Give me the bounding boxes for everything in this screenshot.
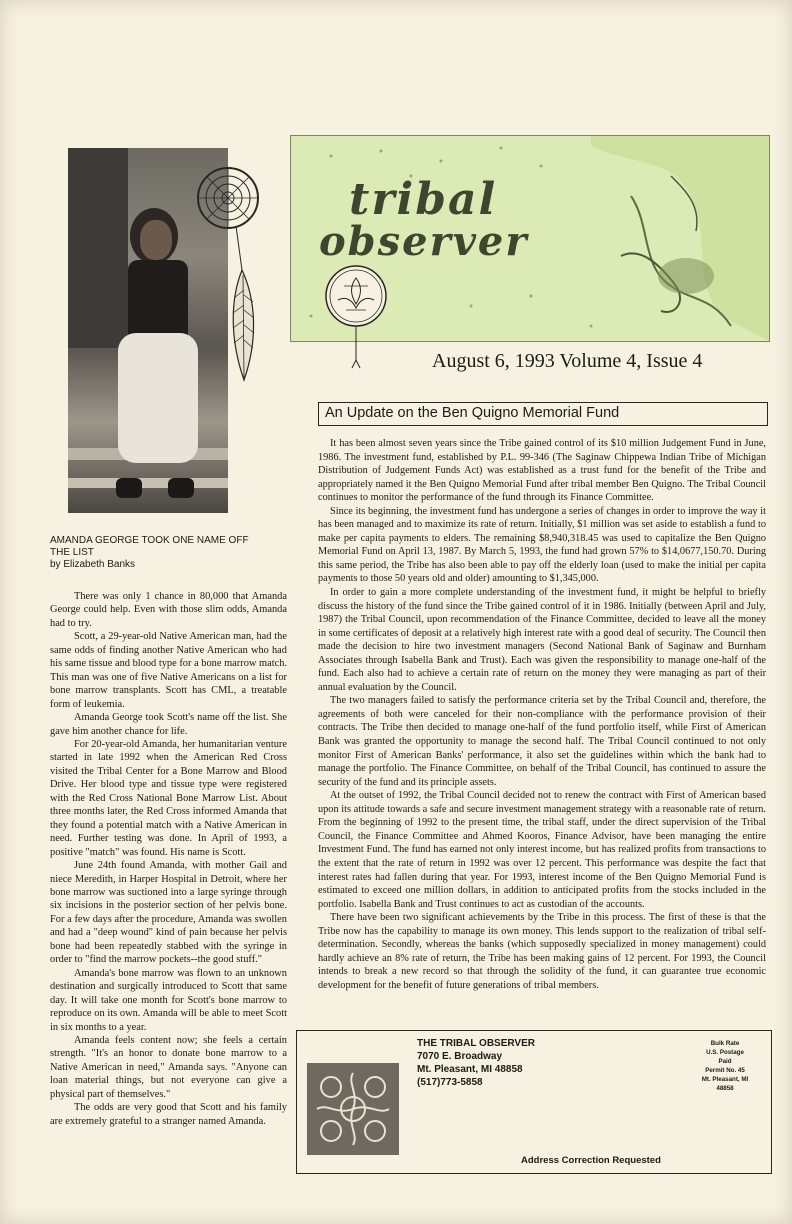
postage-permit: [687, 1039, 763, 1093]
permit-line: 48858: [716, 1085, 734, 1092]
photo-step: [68, 478, 228, 488]
story-headline: AMANDA GEORGE TOOK ONE NAME OFF THE LIST: [50, 535, 249, 558]
mailing-address-line: Mt. Pleasant, MI 48858: [417, 1064, 523, 1075]
story-header: [50, 535, 250, 571]
photo-pants: [118, 333, 198, 463]
permit-line: U.S. Postage: [706, 1049, 744, 1056]
mailing-address-line: (517)773-5858: [417, 1077, 483, 1088]
photo-top: [128, 260, 188, 340]
photo-shoe: [116, 478, 142, 498]
photo-shoe: [168, 478, 194, 498]
mailing-address-line: 7070 E. Broadway: [417, 1051, 503, 1062]
story-paragraph: June 24th found Amanda, with mother Gail and niece Meredith, in Harper Hospital in Detroit, where her bone marrow was suctioned into a large syringe through six incisions in the posterior section of her pelvis bone. For a few days after the procedure, Amanda was swollen and had a "deep wound" kind of pain because her pelvis bone had been repeatedly stabbed with the syringe in order to "find the marrow pockets--the good stuff.": [50, 860, 287, 966]
story-paragraph: Scott, a 29-year-old Native American man, had the same odds of finding another Native American who had his same tissue and blood type for a bone marrow match. This man was one of five Native Americans on a list for bone marrow transplants. Scott has CML, a treatable form of leukemia.: [50, 631, 287, 710]
permit-line: Permit No. 45: [705, 1067, 745, 1074]
article-paragraph: In order to gain a more complete understanding of the investment fund, it might be helpful to briefly discuss the history of the fund since the Tribe gained control of it in 1986. Initially (between April and July, 1987) the Tribal Council, upon recommendation of the Finance Committee, decided to leave all the money in some certificates of deposit at a relatively high interest rate with a good deal of security. The Council then made the decision to hire two investment managers (Second National Bank of Saginaw and Burnham Associates through Isabella Bank and Trust). Each was given the responsibility to manage one-half of the fund. Each also had to achieve a certain rate of return on the money they were managing as part of their annual evaluation by the Council.: [318, 587, 766, 693]
mailing-address: [417, 1037, 647, 1089]
address-correction-label: Address Correction Requested: [521, 1155, 661, 1166]
article-headline: An Update on the Ben Quigno Memorial Fund: [325, 405, 620, 421]
mailing-address-line: THE TRIBAL OBSERVER: [417, 1038, 535, 1049]
article-headline-box: [318, 402, 768, 426]
story-paragraph: There was only 1 chance in 80,000 that Amanda George could help. Even with those slim odds, Amanda had to try.: [50, 591, 287, 629]
article-paragraph: Since its beginning, the investment fund has undergone a series of changes in order to improve the way it has been managed and to maximize its rate of return. Initially, $1 million was set aside to establish a fund to make per capita payments to elders. The remaining $8,940,318.45 was used to capitalize the Ben Quigno Memorial Fund on April 13, 1987. By March 5, 1993, the fund had grown 57% to $14,0677,150.70. During this same period, the Tribe has also been able to pay off the elderly loan (used to make the initial per capita payments to those 50 years old and older) amounting to $1,345,000.: [318, 505, 766, 585]
issue-date-line: August 6, 1993 Volume 4, Issue 4: [432, 350, 703, 372]
story-paragraph: The odds are very good that Scott and his family are extremely grateful to a stranger named Amanda.: [50, 1102, 287, 1127]
story-paragraph: For 20-year-old Amanda, her humanitarian venture started in late 1992 when the American Red Cross visited the Tribal Center for a Bone Marrow and Blood Drive. Her blood type and tissue type were registered with the Red Cross National Bone Marrow List. About three months later, the Red Cross informed Amanda that they found a potential match with a Native American in need. Further testing was done. In April of 1993, a positive "match" was found. His name is Scott.: [50, 738, 287, 858]
article-body: [318, 437, 766, 992]
story-paragraph: Amanda George took Scott's name off the list. She gave him another chance for life.: [50, 712, 287, 737]
photo-wall: [68, 148, 128, 348]
masthead-title-line2: observer: [319, 218, 529, 265]
article-paragraph: At the outset of 1992, the Tribal Council decided not to renew the contract with First of American based upon its attitude towards a safe and secure investment management strategy with a reasonable rate of return. From the beginning of 1992 to the present time, the tribal staff, under the direct supervision of the Tribal Council, the Finance Committee and Ahmed Kooros, Finance Advisor, have been managing the entire Investment Fund. The fund has earned not only interest income, but has realized profits from transactions to the extent that the rate of return in 1992 was over 12 percent. This performance was despite the fact that interest rates had fallen during that year. For 1993, interest income of the Ben Quigno Memorial Fund is estimated to exceed one million dollars, in addition to anticipated profits from the stocks included in the portfolio. Isabella Bank and Trust continues to act as custodian of the accounts.: [318, 790, 766, 910]
mailing-panel: [296, 1030, 772, 1174]
article-paragraph: The two managers failed to satisfy the performance criteria set by the Tribal Council and, therefore, the agreements of both were canceled for their non-compliance with the performance provision of their contracts. The Tribe then decided to manage one-half of the fund portfolio itself, while First of American Bank was granted the opportunity to manage the second half. The Tribal Council continued to not only monitor First of American Banks' performance, it also set the guidelines within which the bank had to manage the portfolio. The Finance Committee, on behalf of the Tribal Council, has continued to assure the security of the fund and its principle assets.: [318, 695, 766, 788]
story-byline: by Elizabeth Banks: [50, 559, 136, 570]
tribal-seal-icon: [316, 260, 396, 370]
dreamcatcher-icon: [190, 160, 270, 390]
permit-line: Bulk Rate: [710, 1040, 740, 1047]
story-body: [50, 590, 287, 1128]
photo-face: [140, 220, 172, 260]
story-paragraph: Amanda feels content now; she feels a certain strength. "It's an honor to donate bone marrow to a Native American in need," Amanda says. "Anyone can loan material things, but not everyone can give a physical part of themselves.": [50, 1034, 287, 1100]
article-paragraph: It has been almost seven years since the Tribe gained control of its $10 million Judgement Fund in June, 1986. The investment fund, established by P.L. 99-346 (The Saginaw Chippewa Indian Tribe of Michigan Distribution of Judgement Funds Act) was established as a trust fund for the benefit of the Tribe and appropriately named it the Ben Quigno Memorial Fund after tribal member Ben Quigno. The Tribal Council continues to monitor the performance of the fund through its Finance Committee.: [318, 438, 766, 504]
beadwork-pattern-icon: [307, 1063, 399, 1155]
story-paragraph: Amanda's bone marrow was flown to an unknown destination and surgically introduced to Scott that same day. It will take one month for Scott's bone marrow to reproduce on its own. Amanda will be able to meet Scott in six months to a year.: [50, 967, 287, 1033]
permit-line: Paid: [718, 1058, 732, 1065]
article-paragraph: There have been two significant achievements by the Tribe in this process. The first of these is that the Tribe now has the capability to manage its own money. This lends support to the realization of tribal self-determination. Secondly, whereas the banks (which supposedly specialized in money management) could hardly achieve an 8% rate of return, the Tribe has been making gains of 12 percent. For 1993, the Council intends to break a new record so that through the solidity of the fund, it can guarantee true economic development for the benefit of future generations of tribal members.: [318, 912, 766, 991]
masthead-title-line1: tribal: [349, 174, 498, 225]
permit-line: Mt. Pleasant, MI: [701, 1076, 749, 1083]
